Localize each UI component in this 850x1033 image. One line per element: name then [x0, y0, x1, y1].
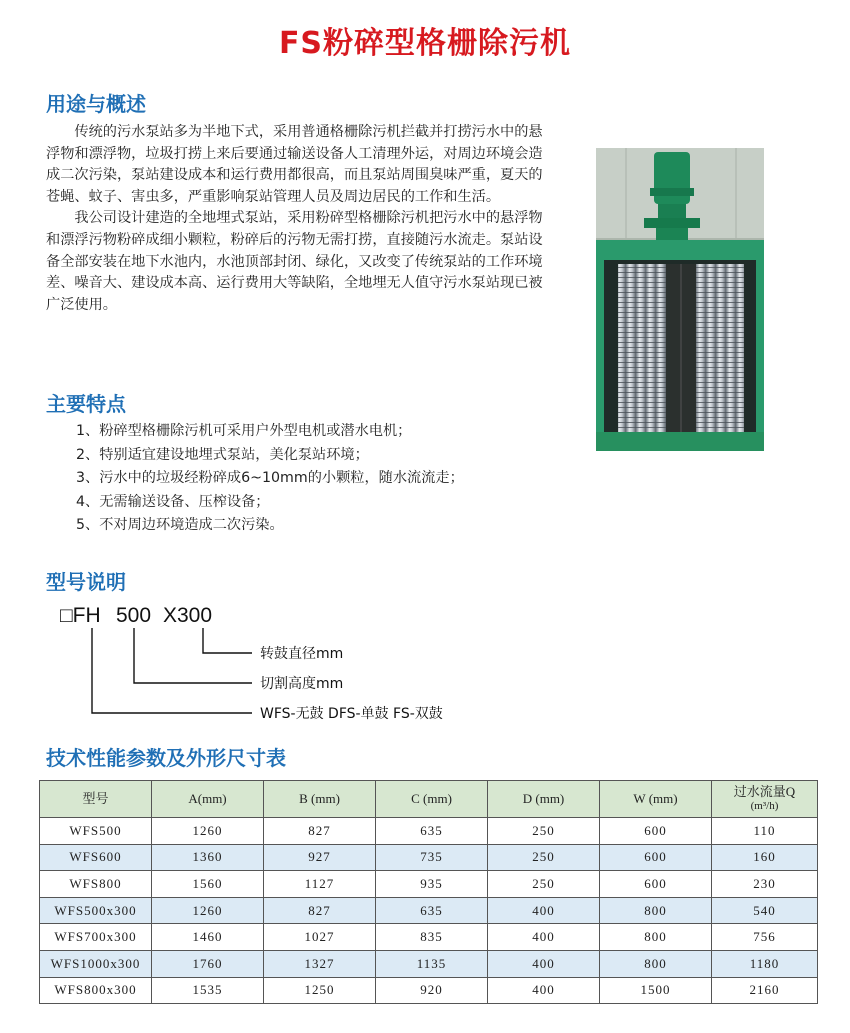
col-header-d: D (mm) — [488, 781, 600, 818]
cell-model: WFS1000x300 — [40, 950, 152, 977]
cell-w: 600 — [600, 844, 712, 871]
features-list — [76, 420, 464, 538]
cell-w: 600 — [600, 818, 712, 845]
cell-a: 1760 — [152, 950, 264, 977]
cell-flow: 110 — [712, 818, 818, 845]
table-row — [40, 897, 818, 924]
cell-c: 635 — [376, 818, 488, 845]
cell-d: 400 — [488, 977, 600, 1004]
model-code-end: X300 — [163, 604, 213, 627]
machine-photo — [596, 148, 764, 451]
cell-d: 400 — [488, 924, 600, 951]
cell-b: 827 — [264, 897, 376, 924]
table-heading: 技术性能参数及外形尺寸表 — [46, 746, 286, 770]
cell-c: 735 — [376, 844, 488, 871]
cell-b: 827 — [264, 818, 376, 845]
cell-a: 1460 — [152, 924, 264, 951]
table-body — [40, 818, 818, 1004]
cell-w: 800 — [600, 897, 712, 924]
feature-item: 1、粉碎型格栅除污机可采用户外型电机或潜水电机； — [76, 423, 412, 439]
cell-b: 1127 — [264, 871, 376, 898]
page-title: FS粉碎型格栅除污机 — [278, 26, 572, 61]
cell-a: 1260 — [152, 818, 264, 845]
cell-b: 1327 — [264, 950, 376, 977]
model-desc-type: WFS-无鼓 DFS-单鼓 FS-双鼓 — [260, 706, 443, 722]
cell-b: 1250 — [264, 977, 376, 1004]
table-row — [40, 818, 818, 845]
table-row — [40, 844, 818, 871]
cell-model: WFS800 — [40, 871, 152, 898]
cell-model: WFS800x300 — [40, 977, 152, 1004]
cell-model: WFS500 — [40, 818, 152, 845]
cell-b: 1027 — [264, 924, 376, 951]
table-row — [40, 871, 818, 898]
cell-flow: 756 — [712, 924, 818, 951]
cell-a: 1560 — [152, 871, 264, 898]
spec-table — [39, 780, 818, 1004]
col-header-a: A(mm) — [152, 781, 264, 818]
overview-heading: 用途与概述 — [46, 92, 146, 116]
model-heading: 型号说明 — [46, 570, 126, 594]
cell-a: 1260 — [152, 897, 264, 924]
overview-text — [46, 122, 551, 316]
cell-flow: 160 — [712, 844, 818, 871]
cell-c: 635 — [376, 897, 488, 924]
cell-a: 1360 — [152, 844, 264, 871]
model-desc-drum: 转鼓直径mm — [260, 646, 344, 662]
cell-d: 250 — [488, 818, 600, 845]
table-row — [40, 924, 818, 951]
cell-c: 935 — [376, 871, 488, 898]
cell-c: 1135 — [376, 950, 488, 977]
table-header-row — [40, 781, 818, 818]
feature-item: 4、无需输送设备、压榨设备； — [76, 493, 270, 510]
cell-d: 400 — [488, 897, 600, 924]
cell-d: 250 — [488, 871, 600, 898]
cell-w: 1500 — [600, 977, 712, 1004]
feature-item: 3、污水中的垃圾经粉碎成6~10mm的小颗粒，随水流流走； — [76, 470, 464, 487]
cell-w: 600 — [600, 871, 712, 898]
cell-a: 1535 — [152, 977, 264, 1004]
cell-flow: 540 — [712, 897, 818, 924]
model-code-mid: 500 — [116, 604, 152, 627]
model-desc-cut: 切割高度mm — [260, 676, 344, 692]
cell-c: 920 — [376, 977, 488, 1004]
col-header-model: 型号 — [40, 781, 152, 818]
col-header-b: B (mm) — [264, 781, 376, 818]
col-header-w: W (mm) — [600, 781, 712, 818]
cell-d: 250 — [488, 844, 600, 871]
feature-item: 2、特别适宜建设地埋式泵站，美化泵站环境； — [76, 446, 369, 463]
overview-paragraph-2: 我公司设计建造的全地埋式泵站，采用粉碎型格栅除污机把污水中的悬浮物和漂浮污物粉碎成细小颗粒，粉碎后的污物无需打捞，直接随污水流走。泵站设备全部安装在地下水池内，水池顶部封闭、绿化，又改变了传统泵站的工作环境差、噪音大、建设成本高、运行费用大等缺陷，全地埋无人值守污水泵站现已被广泛使用。 — [46, 210, 543, 313]
model-code-prefix: □FH — [60, 604, 101, 627]
table-row — [40, 950, 818, 977]
overview-paragraph-1: 传统的污水泵站多为半地下式，采用普通格栅除污机拦截并打捞污水中的悬浮物和漂浮物，垃圾打捞上来后要通过输送设备人工清理外运，对周边环境会造成二次污染，泵站建设成本和运行费用都很高，而且泵站周围臭味严重，夏天的苍蝇、蚊子、害虫多，严重影响泵站管理人员及周边居民的工作和生活。 — [46, 124, 543, 205]
cell-flow: 2160 — [712, 977, 818, 1004]
cell-w: 800 — [600, 950, 712, 977]
cell-w: 800 — [600, 924, 712, 951]
cell-model: WFS700x300 — [40, 924, 152, 951]
col-header-c: C (mm) — [376, 781, 488, 818]
col-header-flow — [712, 781, 818, 818]
cell-flow: 1180 — [712, 950, 818, 977]
cell-model: WFS600 — [40, 844, 152, 871]
cell-flow: 230 — [712, 871, 818, 898]
cell-model: WFS500x300 — [40, 897, 152, 924]
table-row — [40, 977, 818, 1004]
flow-header-line2: (m³/h) — [750, 800, 779, 812]
cell-d: 400 — [488, 950, 600, 977]
cell-b: 927 — [264, 844, 376, 871]
flow-header-line1: 过水流量Q — [733, 784, 796, 799]
features-heading: 主要特点 — [46, 392, 126, 416]
cell-c: 835 — [376, 924, 488, 951]
feature-item: 5、不对周边环境造成二次污染。 — [76, 517, 284, 534]
